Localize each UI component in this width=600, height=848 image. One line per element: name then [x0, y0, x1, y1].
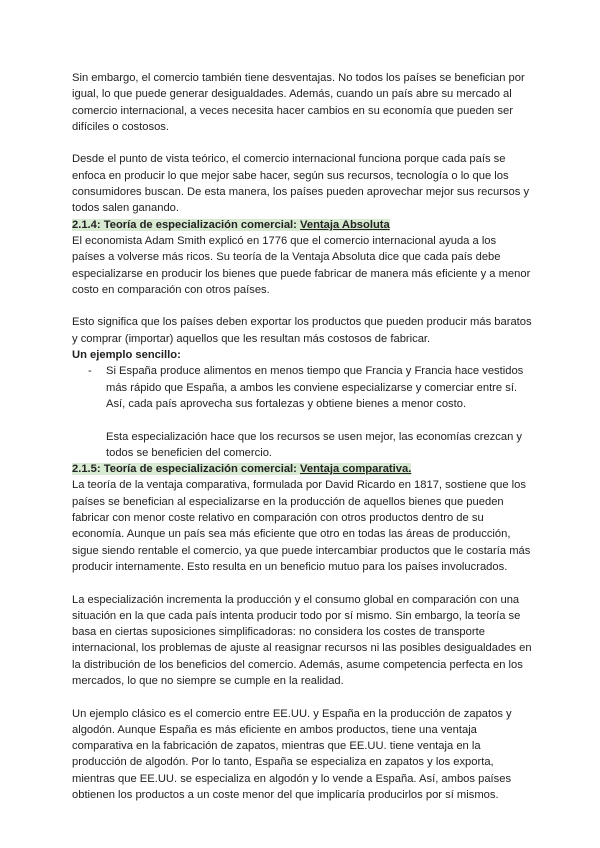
section-heading-emphasis: Ventaja Absoluta	[300, 218, 390, 231]
paragraph-adam-smith: El economista Adam Smith explicó en 1776 que el comercio internacional ayuda a los países a volverse más ricos. Su teoría de la Ventaja Absoluta dice que cada país debe especializarse en producir los bienes que puede fabricar de manera más eficiente y a menor costo en comparación con otros países.	[72, 234, 531, 296]
spacer	[72, 575, 532, 591]
list-item	[72, 363, 532, 412]
paragraph-classic-example: Un ejemplo clásico es el comercio entre EE.UU. y España en la producción de zapatos y algodón. Aunque España es más eficiente en ambos productos, tiene una ventaja comparativa en la fabricación de zapatos, mientras que EE.UU. tiene ventaja en la producción de algodón. Por lo tanto, España se especializa en zapatos y los exporta, mientras que EE.UU. se especializa en algodón y lo vende a España. Así, ambos países obtienen los productos a un coste menor del que implicaría producirlos por sí mismos.	[72, 707, 512, 802]
section-heading-comparative-advantage	[72, 461, 532, 477]
paragraph-export-import: Esto significa que los países deben exportar los productos que pueden producir más baratos y comprar (importar) aquellos que les resultan más costosos de fabricar.	[72, 316, 532, 345]
document-body	[72, 70, 532, 803]
paragraph-theory-overview: Desde el punto de vista teórico, el comercio internacional funciona porque cada país se enfoca en producir lo que mejor sabe hacer, según sus recursos, tecnología o lo que los consumidores buscan. De esta manera, los países pueden aprovechar mejor sus recursos y todos salen ganando.	[72, 153, 530, 215]
section-heading-absolute-advantage	[72, 217, 532, 233]
section-heading-prefix: 2.1.4: Teoría de especialización comercial:	[72, 218, 300, 231]
spacer	[72, 298, 532, 314]
paragraph-specialization-limits: La especialización incrementa la producción y el consumo global en comparación con una situación en la que cada país intenta producir todo por sí mismo. Sin embargo, la teoría se basa en ciertas suposiciones simplificadoras: no considera los costes de transporte internacional, los problemas de ajuste al reasignar recursos ni las posibles desigualdades en la distribución de los beneficios del comercio. Además, asume competencia perfecta en los mercados, lo que no siempre se cumple en la realidad.	[72, 593, 532, 687]
list-item-text: Si España produce alimentos en menos tiempo que Francia y Francia hace vestidos más rápido que España, a ambos les conviene especializarse y comerciar entre sí. Así, cada país aprovecha sus fortalezas y obtiene bienes a menor costo.	[106, 365, 524, 410]
spacer	[72, 689, 532, 705]
spacer	[72, 412, 532, 428]
paragraph-ricardo: La teoría de la ventaja comparativa, formulada por David Ricardo en 1817, sostiene que los países se benefician al especializarse en la producción de aquellos bienes que pueden fabricar con menor coste relativo en comparación con otros productos dentro de su economía. Aunque un país sea más eficiente que otro en todas las áreas de producción, sigue siendo rentable el comercio, ya que puede intercambiar productos que le costaría más producir internamente. Esto resulta en un beneficio mutuo para los países involucrados.	[72, 479, 531, 573]
spacer	[72, 135, 532, 151]
section-heading-highlight	[72, 219, 390, 231]
list-item-followup: Esta especialización hace que los recursos se usen mejor, las economías crezcan y todos se beneficien del comercio.	[106, 430, 523, 459]
list-dash: -	[88, 365, 92, 378]
section-heading-prefix: 2.1.5: Teoría de especialización comercial:	[72, 463, 300, 476]
section-heading-emphasis: Ventaja comparativa.	[300, 463, 412, 476]
paragraph-disadvantages: Sin embargo, el comercio también tiene desventajas. No todos los países se benefician por igual, lo que puede generar desigualdades. Además, cuando un país abre su mercado al comercio internacional, a veces necesita hacer cambios en su economía que pueden ser difíciles o costosos.	[72, 72, 525, 133]
section-heading-highlight	[72, 463, 411, 475]
example-heading: Un ejemplo sencillo:	[72, 349, 181, 362]
example-list	[72, 363, 532, 412]
